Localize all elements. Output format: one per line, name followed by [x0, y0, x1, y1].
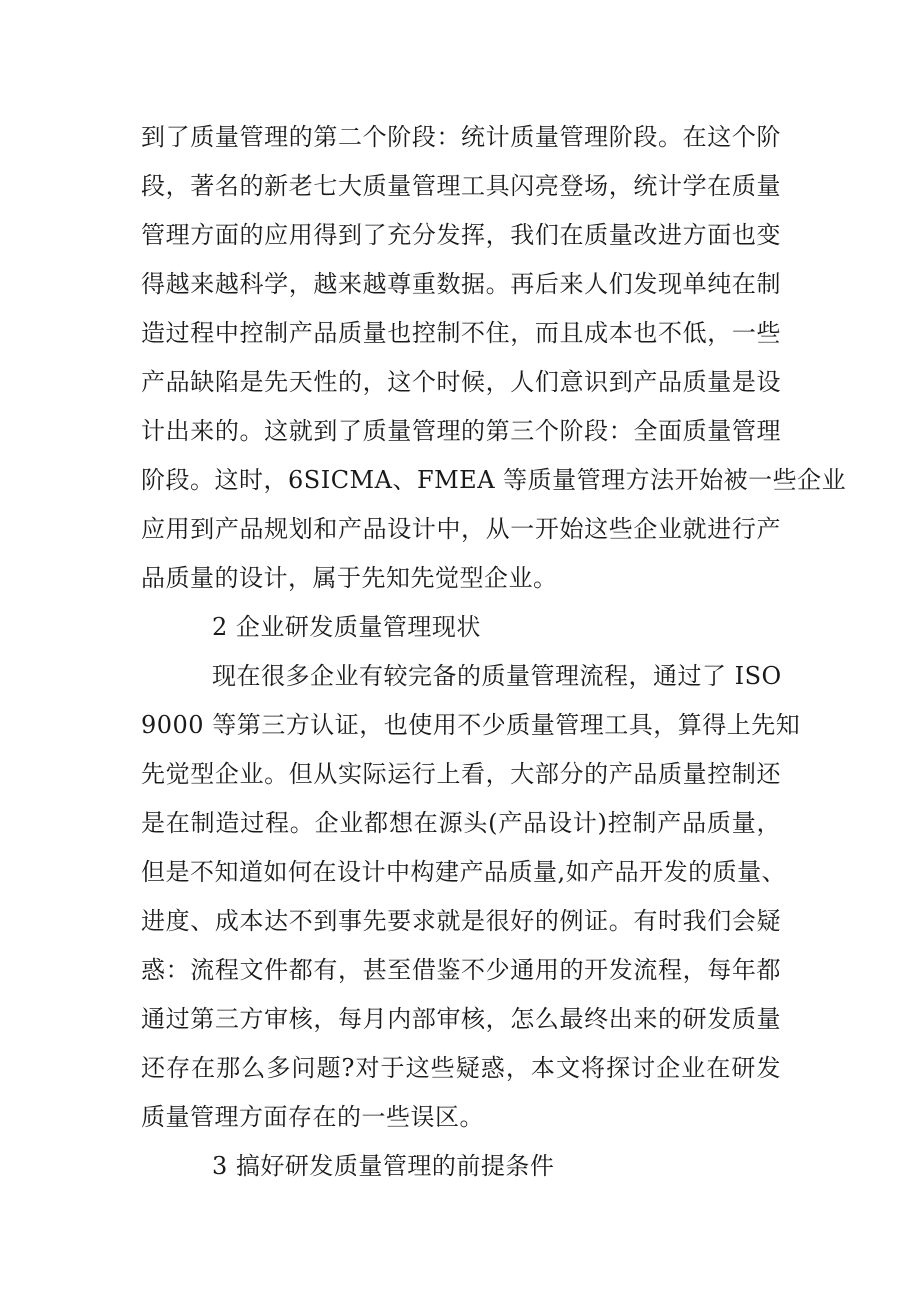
paragraph1-line: 到了质量管理的第二个阶段：统计质量管理阶段。在这个阶	[141, 123, 781, 151]
paragraph1-line: 管理方面的应用得到了充分发挥，我们在质量改进方面也变	[141, 221, 781, 249]
paragraph2-line: 质量管理方面存在的一些误区。	[141, 1103, 484, 1131]
paragraph2-line: 惑：流程文件都有，甚至借鉴不少通用的开发流程，每年都	[141, 956, 781, 984]
paragraph2-line: 先觉型企业。但从实际运行上看，大部分的产品质量控制还	[141, 760, 781, 788]
paragraph1-line: 计出来的。这就到了质量管理的第三个阶段：全面质量管理	[141, 417, 781, 445]
section-heading-3: 3 搞好研发质量管理的前提条件	[212, 1152, 555, 1180]
paragraph1-line: 阶段。这时，6SICMA、FMEA 等质量管理方法开始被一些企业	[141, 466, 847, 494]
paragraph1-line: 品质量的设计，属于先知先觉型企业。	[141, 564, 558, 592]
paragraph2-line: 进度、成本达不到事先要求就是很好的例证。有时我们会疑	[141, 907, 781, 935]
paragraph1-line: 产品缺陷是先天性的，这个时候，人们意识到产品质量是设	[141, 368, 781, 396]
paragraph2-line: 9000 等第三方认证，也使用不少质量管理工具，算得上先知	[141, 711, 801, 739]
paragraph1-line: 段，著名的新老七大质量管理工具闪亮登场，统计学在质量	[141, 172, 781, 200]
paragraph1-line: 应用到产品规划和产品设计中，从一开始这些企业就进行产	[141, 515, 781, 543]
paragraph2-line: 还存在那么多问题?对于这些疑惑，本文将探讨企业在研发	[141, 1054, 781, 1082]
paragraph1-line: 造过程中控制产品质量也控制不住，而且成本也不低，一些	[141, 319, 781, 347]
paragraph1-line: 得越来越科学，越来越尊重数据。再后来人们发现单纯在制	[141, 270, 781, 298]
paragraph2-line: 通过第三方审核，每月内部审核，怎么最终出来的研发质量	[141, 1005, 781, 1033]
paragraph2-line: 现在很多企业有较完备的质量管理流程，通过了 ISO	[212, 662, 782, 690]
paragraph2-line: 是在制造过程。企业都想在源头(产品设计)控制产品质量，	[141, 809, 781, 837]
section-heading-2: 2 企业研发质量管理现状	[212, 613, 481, 641]
paragraph2-line: 但是不知道如何在设计中构建产品质量,如产品开发的质量、	[141, 858, 787, 886]
